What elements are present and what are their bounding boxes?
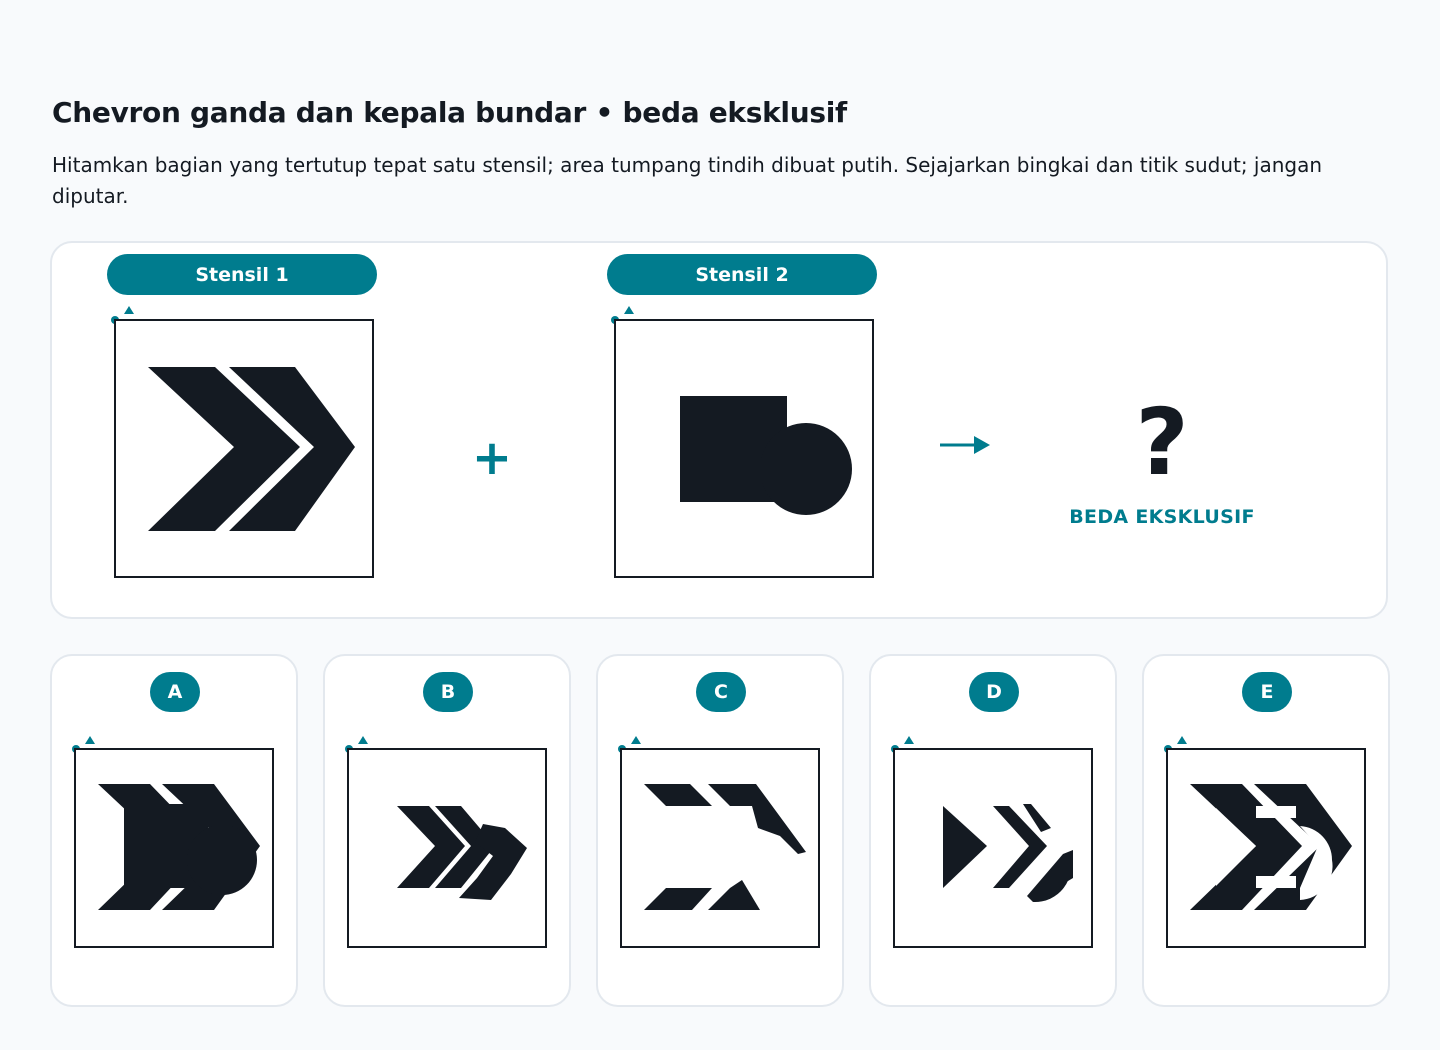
orientation-triangle-icon	[624, 306, 634, 314]
option-card-c[interactable]	[596, 654, 844, 1007]
option-letter-badge: E	[1242, 672, 1292, 712]
orientation-triangle-icon	[85, 736, 95, 744]
option-b-figure	[347, 748, 547, 948]
square-round-head-shape	[616, 321, 872, 576]
option-d-figure	[893, 748, 1093, 948]
option-letter-badge: C	[696, 672, 746, 712]
instructions: Hitamkan bagian yang tertutup tepat satu stensil; area tumpang tindih dibuat putih. Sejajarkan bingkai dan titik sudut; jangan diputar.	[52, 153, 1323, 208]
right-arrow-icon	[938, 433, 992, 457]
option-letter-badge: A	[150, 672, 200, 712]
option-card-e[interactable]	[1142, 654, 1390, 1007]
double-chevron-shape	[116, 321, 372, 576]
stencil-2-label: Stensil 2	[607, 254, 877, 295]
option-c-figure	[620, 748, 820, 948]
page-title: Chevron ganda dan kepala bundar • beda eksklusif	[52, 96, 847, 129]
orientation-triangle-icon	[124, 306, 134, 314]
option-a-figure	[74, 748, 274, 948]
option-card-a[interactable]	[50, 654, 298, 1007]
orientation-triangle-icon	[358, 736, 368, 744]
option-card-d[interactable]	[869, 654, 1117, 1007]
option-card-b[interactable]	[323, 654, 571, 1007]
result-question-mark: ?	[1135, 389, 1189, 496]
orientation-triangle-icon	[1177, 736, 1187, 744]
stencil-1-label: Stensil 1	[107, 254, 377, 295]
orientation-triangle-icon	[631, 736, 641, 744]
option-e-figure	[1166, 748, 1366, 948]
operation-label: BEDA EKSKLUSIF	[1069, 506, 1255, 528]
plus-operator: +	[471, 430, 513, 486]
option-letter-badge: D	[969, 672, 1019, 712]
stencil-2-frame	[614, 319, 874, 578]
option-letter-badge: B	[423, 672, 473, 712]
stencil-1-frame	[114, 319, 374, 578]
orientation-triangle-icon	[904, 736, 914, 744]
